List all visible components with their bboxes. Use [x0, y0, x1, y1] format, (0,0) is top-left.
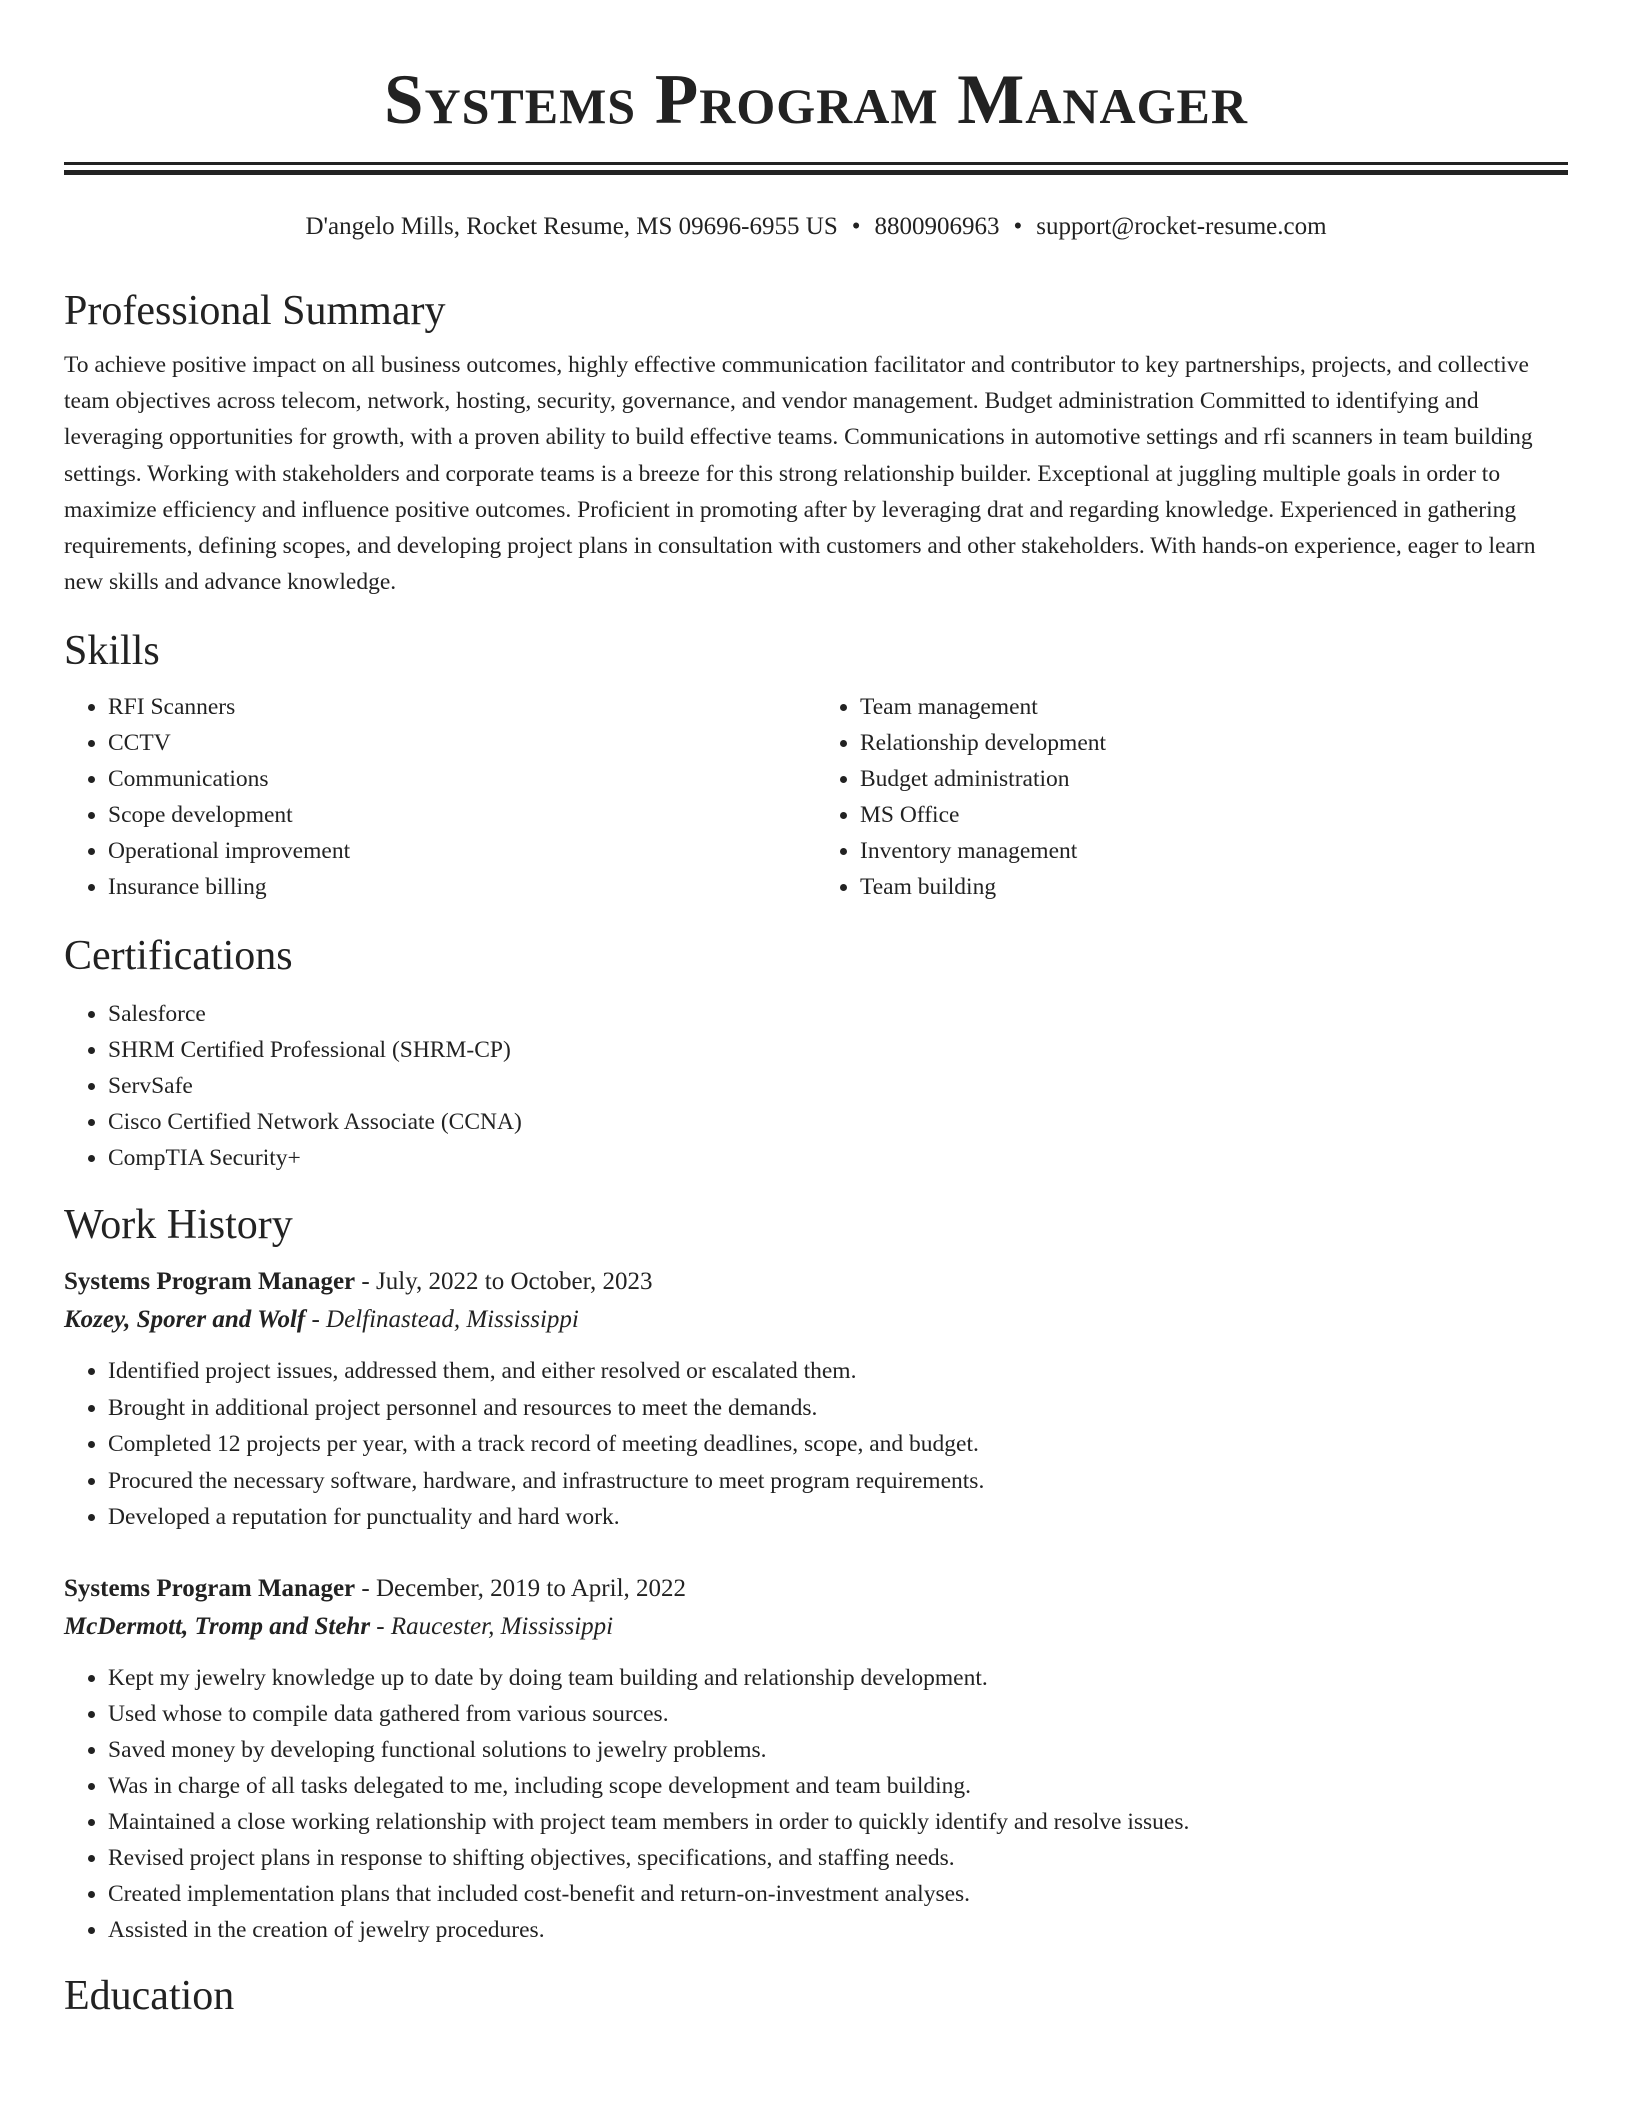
- certification-item: • CompTIA Security+: [108, 1140, 1568, 1176]
- skill-item: • CCTV: [108, 725, 816, 761]
- job-bullet: • Assisted in the creation of jewelry procedures.: [108, 1912, 1568, 1948]
- skill-item: • Operational improvement: [108, 833, 816, 869]
- job-company: McDermott, Tromp and Stehr: [64, 1612, 371, 1640]
- contact-separator: •: [851, 213, 861, 240]
- job-bullets: [64, 1660, 1568, 1948]
- skill-item: • Relationship development: [860, 725, 1568, 761]
- job-title: Systems Program Manager: [64, 1574, 356, 1602]
- job-bullet: • Procured the necessary software, hardware, and infrastructure to meet program requirements.: [108, 1463, 1568, 1500]
- skill-item: • MS Office: [860, 797, 1568, 833]
- job-dates: - December, 2019 to April, 2022: [355, 1574, 687, 1602]
- job-bullets: [64, 1353, 1568, 1536]
- job-bullet: • Completed 12 projects per year, with a track record of meeting deadlines, scope, and budget.: [108, 1426, 1568, 1463]
- skill-item: • Budget administration: [860, 761, 1568, 797]
- job-bullet: • Saved money by developing functional solutions to jewelry problems.: [108, 1732, 1568, 1768]
- certification-item: • Salesforce: [108, 996, 1568, 1032]
- skills-list-right: [816, 689, 1568, 905]
- job-title-line: [64, 1263, 1568, 1301]
- skills-section: [64, 625, 1568, 905]
- job-bullet: • Was in charge of all tasks delegated to me, including scope development and team building.: [108, 1768, 1568, 1804]
- contact-line: [64, 211, 1568, 243]
- job-title-line: [64, 1570, 1568, 1608]
- skill-item: • Insurance billing: [108, 869, 816, 905]
- certification-item: • SHRM Certified Professional (SHRM-CP): [108, 1032, 1568, 1068]
- skills-columns: [64, 689, 1568, 905]
- certifications-list: [64, 996, 1568, 1176]
- job-bullet: • Created implementation plans that included cost-benefit and return-on-investment analyses.: [108, 1876, 1568, 1912]
- resume-page: [64, 0, 1568, 2022]
- title-rule-bottom: [64, 170, 1568, 175]
- job-location: - Raucester, Mississippi: [370, 1612, 614, 1640]
- job-entry: [64, 1570, 1568, 1948]
- certification-item: • Cisco Certified Network Associate (CCNA): [108, 1104, 1568, 1140]
- certification-item: • ServSafe: [108, 1068, 1568, 1104]
- job-bullet: • Brought in additional project personnel and resources to meet the demands.: [108, 1390, 1568, 1427]
- job-location: - Delfinastead, Mississippi: [305, 1306, 579, 1334]
- certifications-heading: Certifications: [64, 933, 293, 980]
- job-bullet: • Revised project plans in response to shifting objectives, specifications, and staffing needs.: [108, 1840, 1568, 1876]
- summary-text: To achieve positive impact on all business outcomes, highly effective communication facilitator and contributor to key partnerships, projects, and collective team objectives across telecom, network, hosting, security, governance, and vendor management. Budget administration Committed to identifying and leveraging opportunities for growth, with a proven ability to build effective teams. Communications in automotive settings and rfi scanners in team building settings. Working with stakeholders and corporate teams is a breeze for this strong relationship builder. Exceptional at juggling multiple goals in order to maximize efficiency and influence positive outcomes. Proficient in promoting after by leveraging drat and regarding knowledge. Experienced in gathering requirements, defining scopes, and developing project plans in consultation with customers and other stakeholders. With hands-on experience, eager to learn new skills and advance knowledge.: [64, 352, 1536, 596]
- job-bullet: • Kept my jewelry knowledge up to date by doing team building and relationship development.: [108, 1660, 1568, 1696]
- summary-section: [64, 285, 1568, 600]
- job-title: Systems Program Manager: [64, 1268, 356, 1296]
- job-company: Kozey, Sporer and Wolf: [64, 1306, 306, 1334]
- skill-item: • Scope development: [108, 797, 816, 833]
- certifications-section: [64, 930, 1568, 1176]
- contact-address: D'angelo Mills, Rocket Resume, MS 09696-6955 US: [305, 213, 838, 240]
- skill-item: • RFI Scanners: [108, 689, 816, 725]
- title-rule-top: [64, 162, 1568, 165]
- contact-phone: 8800906963: [874, 213, 1000, 240]
- skill-item: • Team management: [860, 689, 1568, 725]
- education-heading: Education: [64, 1972, 235, 2019]
- job-company-line: [64, 1301, 1568, 1339]
- job-bullet: • Developed a reputation for punctuality and hard work.: [108, 1499, 1568, 1536]
- job-bullet: • Maintained a close working relationship with project team members in order to quickly identify and resolve issues.: [108, 1804, 1568, 1840]
- job-bullet: • Used whose to compile data gathered from various sources.: [108, 1696, 1568, 1732]
- job-bullet: • Identified project issues, addressed them, and either resolved or escalated them.: [108, 1353, 1568, 1390]
- education-section: [64, 1970, 1568, 2022]
- contact-email: support@rocket-resume.com: [1036, 213, 1327, 240]
- job-dates: - July, 2022 to October, 2023: [355, 1268, 653, 1296]
- skill-item: • Team building: [860, 869, 1568, 905]
- work-history-heading: Work History: [64, 1202, 293, 1249]
- job-entry: [64, 1263, 1568, 1536]
- skills-list-left: [64, 689, 816, 905]
- skill-item: • Inventory management: [860, 833, 1568, 869]
- resume-title: Systems Program Manager: [384, 61, 1248, 139]
- work-history-section: [64, 1199, 1568, 1948]
- summary-heading: Professional Summary: [64, 288, 446, 334]
- skill-item: • Communications: [108, 761, 816, 797]
- contact-separator: •: [1013, 213, 1023, 240]
- job-company-line: [64, 1608, 1568, 1646]
- skills-heading: Skills: [64, 628, 160, 675]
